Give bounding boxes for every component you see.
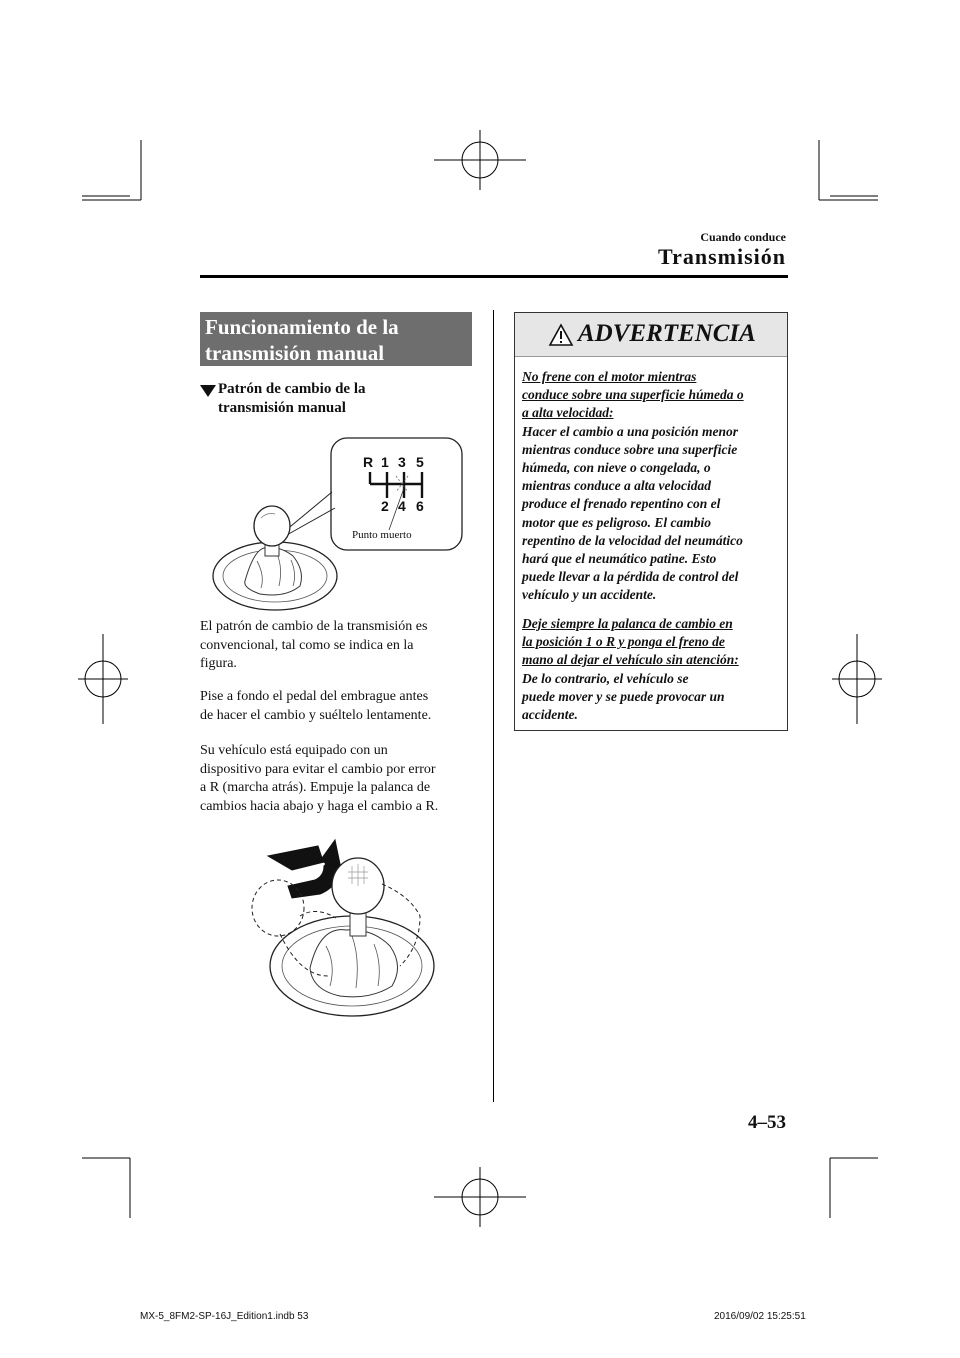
section-heading-line2: transmisión manual [205, 341, 385, 365]
warning-block2: Deje siempre la palanca de cambio en la posición 1 o R y ponga el freno de mano al dejar el vehículo sin atención: De lo contrario, el vehículo se puede mover y se puede provocar un accidente. [522, 616, 739, 723]
gear-label-3: 3 [398, 454, 406, 470]
page-header-title: Transmisión [658, 244, 786, 269]
subsection-line1: Patrón de cambio de la [218, 381, 366, 397]
footer-file-name: MX-5_8FM2-SP-16J_Edition1.indb 53 [140, 1311, 309, 1322]
warning-title: ADVERTENCIA [578, 320, 756, 347]
neutral-point-label: Punto muerto [352, 529, 412, 541]
warning-triangle-icon [548, 323, 574, 347]
chapter-label: Cuando conduce [700, 230, 786, 244]
callout-line-bottom [285, 508, 335, 536]
gear-label-6: 6 [416, 498, 424, 514]
gear-knob [254, 506, 290, 546]
callout-line-top [285, 492, 332, 531]
paragraph-reverse: Su vehículo está equipado con un dispositivo para evitar el cambio por error a R (marcha atrás). Empuje la palanca de cambios hacia abajo y haga el cambio a R. [200, 743, 439, 814]
shift-pattern-figure [205, 436, 467, 614]
gear-label-4: 4 [398, 498, 406, 514]
subsection-heading [218, 380, 468, 418]
gear-label-2: 2 [381, 498, 389, 514]
gear-label-5: 5 [416, 454, 424, 470]
reverse-shift-figure [240, 836, 440, 1026]
page-number: 4–53 [748, 1112, 786, 1133]
gear-label-1: 1 [381, 454, 389, 470]
section-heading-line1: Funcionamiento de la [205, 315, 399, 339]
gear-label-r: R [363, 454, 374, 470]
triangle-bullet-icon [200, 385, 216, 397]
subsection-line2: transmisión manual [218, 400, 346, 416]
section-heading [200, 312, 472, 366]
footer-timestamp: 2016/09/02 15:25:51 [714, 1311, 806, 1322]
paragraph-shift-pattern: El patrón de cambio de la transmisión es convencional, tal como se indica en la figura. [200, 619, 428, 671]
warning-block1: No frene con el motor mientras conduce sobre una superficie húmeda o a alta velocidad: Hacer el cambio a una posición menor mientras conduce sobre una superficie húmeda, con nieve o congelada, o mientras conduce a alta velocidad produce el frenado repentino con el motor que es peligroso. El cambio repentino de la velocidad del neumático hará que el neumático patine. Esto puede llevar a la pérdida de control del vehículo y un accidente. [522, 369, 744, 603]
header-rule [200, 275, 788, 278]
paragraph-clutch: Pise a fondo el pedal del embrague antes de hacer el cambio y suéltelo lentamente. [200, 689, 432, 723]
column-divider [493, 310, 494, 1102]
knob-reverse-dashed [252, 880, 304, 936]
push-arrow-icon [268, 840, 340, 898]
